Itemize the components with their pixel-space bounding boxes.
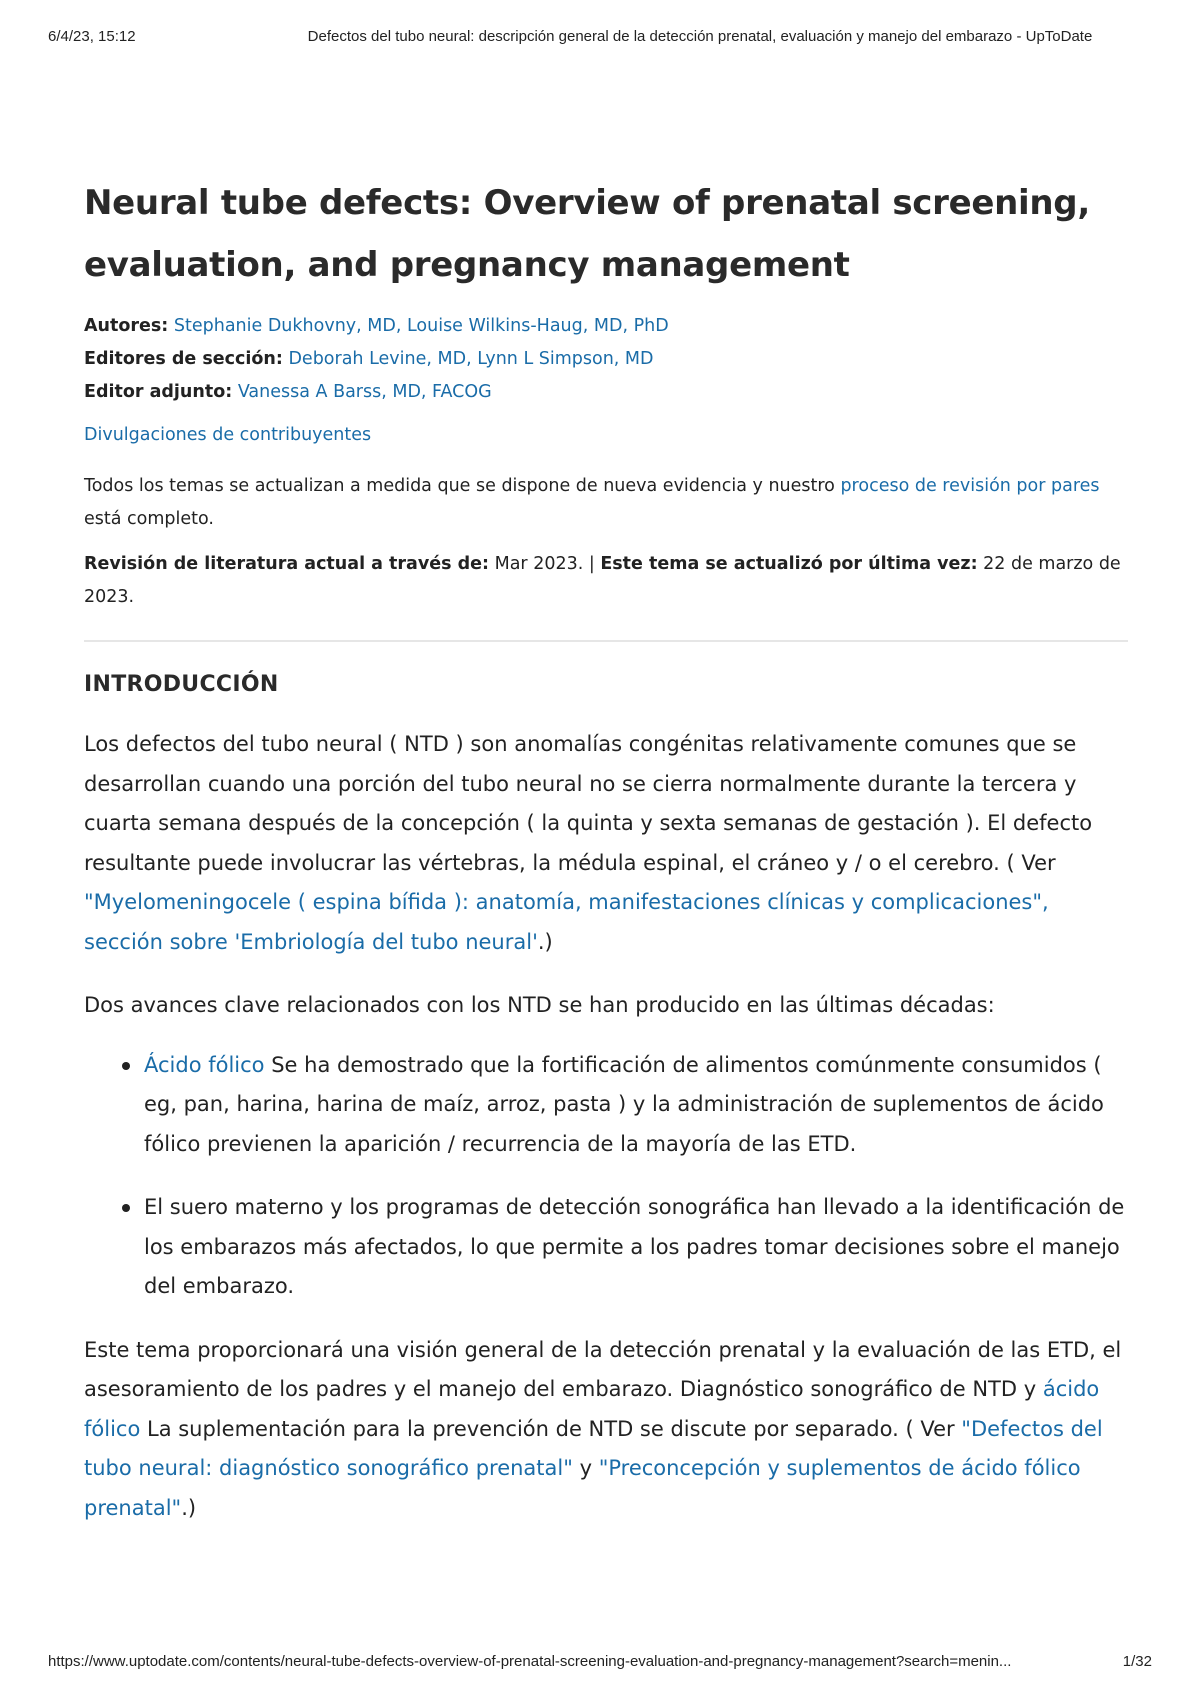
contributors-block: [84, 310, 1128, 409]
advances-list: [84, 1046, 1128, 1307]
disclosures: [84, 419, 1128, 452]
list-item: [144, 1188, 1128, 1307]
article-content: [84, 172, 1128, 1528]
sonographic-diagnosis-link[interactable]: "Defectos del tubo neural: diagnóstico sonográfico prenatal": [84, 1416, 1103, 1480]
intro-p3-end: .): [181, 1495, 197, 1520]
page-url: https://www.uptodate.com/contents/neural-tube-defects-overview-of-prenatal-screening-evaluation-and-pregnancy-management?search=menin...: [48, 1653, 1012, 1670]
deputy-editor-line: [84, 376, 1128, 409]
print-document-title: Defectos del tubo neural: descripción general de la detección prenatal, evaluación y manejo del embarazo - UpToDate: [307, 28, 1093, 45]
intro-p1-text: Los defectos del tubo neural ( NTD ) son anomalías congénitas relativamente comunes que se desarrollan cuando una porción del tubo neural no se cierra normalmente durante la tercera y cuarta semana después de la concepción ( la quinta y sexta semanas de gestación ). El defecto resultante puede involucrar las vértebras, la médula espinal, el cráneo y / o el cerebro. ( Ver: [84, 732, 1093, 875]
deputy-editor-label: Editor adjunto:: [84, 382, 233, 402]
print-header: [48, 28, 1152, 45]
intro-p3-text-2: La suplementación para la prevención de NTD se discute por separado. ( Ver: [140, 1416, 962, 1441]
literature-review-label: Revisión de literatura actual a través de:: [84, 554, 490, 574]
intro-paragraph-1: [84, 725, 1128, 962]
literature-review-date: Mar 2023. |: [489, 554, 601, 574]
preconception-folic-acid-link[interactable]: "Preconcepción y suplementos de ácido fólico prenatal": [84, 1456, 1081, 1520]
update-note: [84, 470, 1128, 536]
myelomeningocele-link[interactable]: "Myelomeningocele ( espina bífida ): anatomía, manifestaciones clínicas y complicaciones", sección sobre 'Embriología del tubo neural': [84, 890, 1049, 954]
page-number: 1/32: [1122, 1653, 1152, 1670]
article-title: Neural tube defects: Overview of prenatal screening, evaluation, and pregnancy management: [84, 183, 1090, 285]
review-info: [84, 548, 1128, 614]
bullet-2-text: El suero materno y los programas de detección sonográfica han llevado a la identificación de los embarazos más afectados, lo que permite a los padres tomar decisiones sobre el manejo del embarazo.: [144, 1195, 1125, 1298]
intro-p3-text-1: Este tema proporcionará una visión general de la detección prenatal y la evaluación de las ETD, el asesoramiento de los padres y el manejo del embarazo. Diagnóstico sonográfico de NTD y: [84, 1337, 1122, 1401]
section-editors-label: Editores de sección:: [84, 349, 283, 369]
authors-line: [84, 310, 1128, 343]
list-item: [144, 1046, 1128, 1165]
intro-paragraph-3: [84, 1331, 1128, 1529]
last-updated-label: Este tema se actualizó por última vez:: [600, 554, 978, 574]
authors-link[interactable]: Stephanie Dukhovny, MD, Louise Wilkins-Haug, MD, PhD: [173, 316, 669, 336]
section-editors-link[interactable]: Deborah Levine, MD, Lynn L Simpson, MD: [288, 349, 654, 369]
print-footer: [48, 1653, 1152, 1670]
deputy-editor-link[interactable]: Vanessa A Barss, MD, FACOG: [237, 382, 492, 402]
authors-label: Autores:: [84, 316, 169, 336]
intro-p3-text-3: y: [572, 1456, 599, 1480]
peer-review-link[interactable]: proceso de revisión por pares: [840, 476, 1100, 496]
section-divider: [84, 640, 1128, 642]
last-updated-date: 22 de marzo de 2023.: [84, 554, 1121, 607]
bullet-1-text: Se ha demostrado que la fortificación de alimentos comúnmente consumidos ( eg, pan, harina, harina de maíz, arroz, pasta ) y la administración de suplementos de ácido fólico previenen la aparición / recurrencia de la mayoría de las ETD.: [144, 1052, 1104, 1156]
introduction-heading: INTRODUCCIÓN: [84, 672, 279, 697]
contributor-disclosures-link[interactable]: Divulgaciones de contribuyentes: [84, 425, 372, 445]
intro-p1-end: .): [537, 929, 553, 954]
update-note-text: Todos los temas se actualizan a medida que se dispone de nueva evidencia y nuestro: [84, 476, 841, 496]
print-timestamp: 6/4/23, 15:12: [48, 28, 136, 45]
section-editors-line: [84, 343, 1128, 376]
folic-acid-inline-link[interactable]: ácido fólico: [84, 1377, 1100, 1441]
update-note-end: está completo.: [84, 509, 214, 529]
intro-paragraph-2: Dos avances clave relacionados con los NTD se han producido en las últimas décadas:: [84, 993, 995, 1017]
folic-acid-link[interactable]: Ácido fólico: [144, 1052, 265, 1077]
